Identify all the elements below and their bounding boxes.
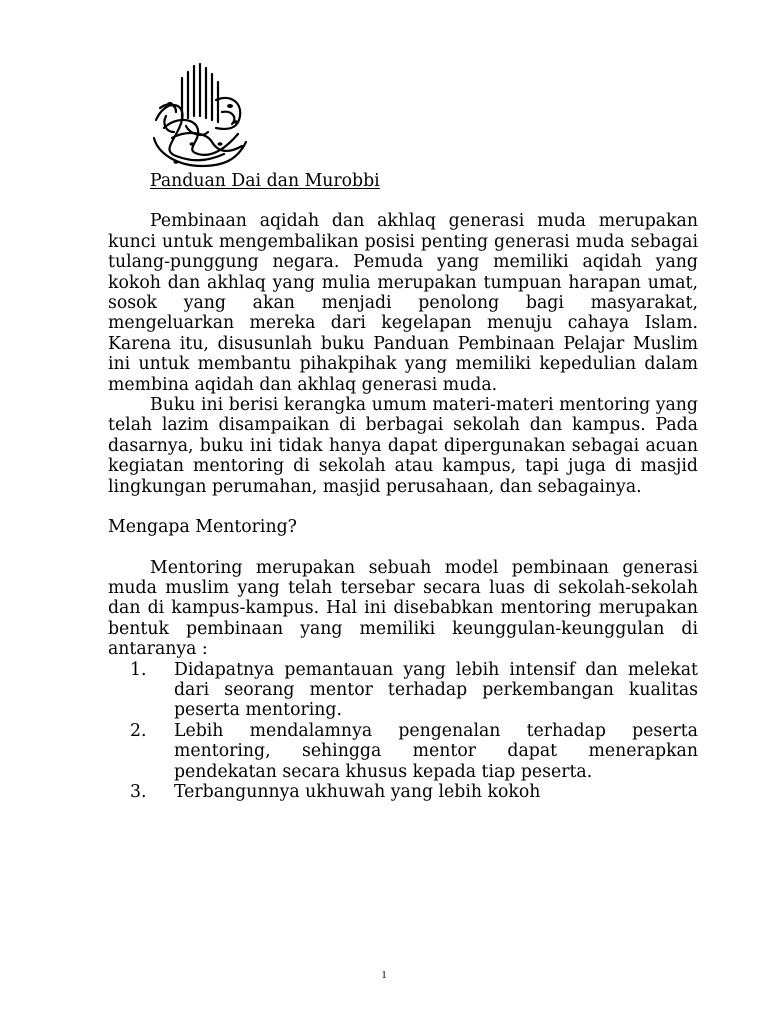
list-item — [108, 721, 698, 782]
list-item-text: Lebih mendalamnya pengenalan terhadap peserta mentoring, sehingga mentor dapat menerapkan pendekatan secara khusus kepada tiap peserta. — [174, 720, 698, 782]
paragraph-section-intro: Mentoring merupakan sebuah model pembinaan generasi muda muslim yang telah tersebar secara luas di sekolah-sekolah dan di kampus-kampus. Hal ini disebabkan mentoring merupakan bentuk pembinaan yang memiliki keunggulan-keunggulan di antaranya : — [108, 557, 698, 660]
section-heading: Mengapa Mentoring? — [108, 517, 297, 538]
list-item — [108, 782, 698, 802]
list-item-number: 2. — [130, 720, 147, 741]
page-number: 1 — [381, 969, 387, 981]
document-title: Panduan Dai dan Murobbi — [150, 171, 380, 191]
advantages-list — [108, 660, 698, 803]
list-item-text: Terbangunnya ukhuwah yang lebih kokoh — [174, 781, 541, 802]
paragraph-intro: Pembinaan aqidah dan akhlaq generasi muda merupakan kunci untuk mengembalikan posisi penting generasi muda sebagai tulang-punggung negara. Pemuda yang memiliki aqidah yang kokoh dan akhlaq yang mulia merupakan tumpuan harapan umat, sosok yang akan menjadi penolong bagi masyarakat, mengeluarkan mereka dari kegelapan menuju cahaya Islam. Karena itu, disusunlah buku Panduan Pembinaan Pelajar Muslim ini untuk membantu pihakpihak yang memiliki kepedulian dalam membina aqidah dan akhlaq generasi muda. — [108, 211, 698, 395]
list-item-number: 1. — [130, 659, 147, 680]
list-item-number: 3. — [130, 781, 147, 802]
document-body — [108, 171, 698, 802]
paragraph-book-description: Buku ini berisi kerangka umum materi-materi mentoring yang telah lazim disampaikan di berbagai sekolah dan kampus. Pada dasarnya, buku ini tidak hanya dapat dipergunakan sebagai acuan kegiatan mentoring di sekolah atau kampus, tapi juga di masjid lingkungan perumahan, masjid perusahaan, dan sebagainya. — [108, 395, 698, 497]
list-item — [108, 660, 698, 721]
basmala-calligraphy-icon — [146, 58, 250, 170]
list-item-text: Didapatnya pemantauan yang lebih intensif dan melekat dari seorang mentor terhadap perkembangan kualitas peserta mentoring. — [174, 659, 698, 721]
